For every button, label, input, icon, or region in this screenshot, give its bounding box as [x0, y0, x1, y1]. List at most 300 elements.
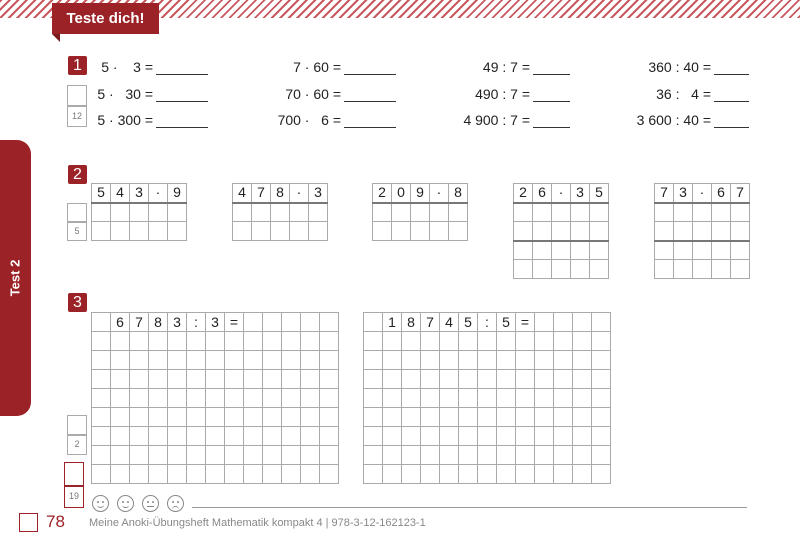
- grid-cell[interactable]: [206, 351, 225, 370]
- grid-cell[interactable]: [282, 465, 301, 484]
- grid-cell[interactable]: [320, 351, 339, 370]
- grid-cell[interactable]: [731, 241, 750, 260]
- task1-answer-blank[interactable]: [714, 127, 749, 128]
- grid-cell[interactable]: [149, 332, 168, 351]
- grid-cell[interactable]: [364, 389, 383, 408]
- task2-score-box[interactable]: [67, 203, 87, 222]
- grid-cell[interactable]: [92, 370, 111, 389]
- grid-cell[interactable]: [411, 203, 430, 222]
- grid-cell[interactable]: [187, 446, 206, 465]
- grid-cell[interactable]: [440, 427, 459, 446]
- grid-cell[interactable]: [149, 446, 168, 465]
- grid-cell[interactable]: [552, 241, 571, 260]
- grid-cell[interactable]: [383, 408, 402, 427]
- grid-cell[interactable]: [573, 370, 592, 389]
- grid-cell[interactable]: [225, 465, 244, 484]
- grid-cell[interactable]: [514, 241, 533, 260]
- grid-cell[interactable]: [206, 408, 225, 427]
- grid-cell[interactable]: [440, 351, 459, 370]
- task3-digit[interactable]: [554, 313, 573, 332]
- task3-digit[interactable]: [282, 313, 301, 332]
- grid-cell[interactable]: [421, 465, 440, 484]
- grid-cell[interactable]: [516, 427, 535, 446]
- grid-cell[interactable]: [421, 408, 440, 427]
- grid-cell[interactable]: [364, 351, 383, 370]
- grid-cell[interactable]: [655, 260, 674, 279]
- grid-cell[interactable]: [149, 222, 168, 241]
- grid-cell[interactable]: [411, 222, 430, 241]
- grid-cell[interactable]: [497, 427, 516, 446]
- grid-cell[interactable]: [402, 332, 421, 351]
- grid-cell[interactable]: [440, 465, 459, 484]
- grid-cell[interactable]: [497, 389, 516, 408]
- grid-cell[interactable]: [478, 389, 497, 408]
- grid-cell[interactable]: [111, 465, 130, 484]
- grid-cell[interactable]: [320, 408, 339, 427]
- task3-digit[interactable]: [301, 313, 320, 332]
- grid-cell[interactable]: [674, 203, 693, 222]
- grid-cell[interactable]: [421, 427, 440, 446]
- grid-cell[interactable]: [130, 389, 149, 408]
- grid-cell[interactable]: [168, 370, 187, 389]
- grid-cell[interactable]: [149, 203, 168, 222]
- grid-cell[interactable]: [187, 427, 206, 446]
- grid-cell[interactable]: [402, 351, 421, 370]
- grid-cell[interactable]: [130, 408, 149, 427]
- task3-digit[interactable]: [364, 313, 383, 332]
- grid-cell[interactable]: [533, 260, 552, 279]
- grid-cell[interactable]: [244, 408, 263, 427]
- grid-cell[interactable]: [592, 332, 611, 351]
- grid-cell[interactable]: [554, 332, 573, 351]
- grid-cell[interactable]: [554, 427, 573, 446]
- grid-cell[interactable]: [535, 351, 554, 370]
- grid-cell[interactable]: [478, 351, 497, 370]
- grid-cell[interactable]: [383, 332, 402, 351]
- grid-cell[interactable]: [373, 222, 392, 241]
- grid-cell[interactable]: [320, 427, 339, 446]
- grid-cell[interactable]: [516, 446, 535, 465]
- grid-cell[interactable]: [571, 241, 590, 260]
- grid-cell[interactable]: [92, 446, 111, 465]
- grid-cell[interactable]: [282, 446, 301, 465]
- grid-cell[interactable]: [535, 465, 554, 484]
- grid-cell[interactable]: [573, 446, 592, 465]
- smiley-very-happy-icon[interactable]: [92, 495, 109, 512]
- grid-cell[interactable]: [168, 332, 187, 351]
- grid-cell[interactable]: [731, 203, 750, 222]
- task3-digit[interactable]: [592, 313, 611, 332]
- grid-cell[interactable]: [130, 222, 149, 241]
- grid-cell[interactable]: [655, 241, 674, 260]
- grid-cell[interactable]: [459, 427, 478, 446]
- grid-cell[interactable]: [149, 351, 168, 370]
- grid-cell[interactable]: [233, 222, 252, 241]
- grid-cell[interactable]: [535, 446, 554, 465]
- grid-cell[interactable]: [309, 222, 328, 241]
- grid-cell[interactable]: [552, 222, 571, 241]
- grid-cell[interactable]: [421, 446, 440, 465]
- grid-cell[interactable]: [383, 446, 402, 465]
- grid-cell[interactable]: [497, 446, 516, 465]
- grid-cell[interactable]: [516, 465, 535, 484]
- task1-answer-blank[interactable]: [344, 127, 396, 128]
- grid-cell[interactable]: [459, 351, 478, 370]
- total-score-box[interactable]: [64, 462, 84, 486]
- grid-cell[interactable]: [282, 370, 301, 389]
- task1-answer-blank[interactable]: [714, 74, 749, 75]
- grid-cell[interactable]: [402, 427, 421, 446]
- grid-cell[interactable]: [301, 446, 320, 465]
- grid-cell[interactable]: [590, 203, 609, 222]
- grid-cell[interactable]: [130, 370, 149, 389]
- grid-cell[interactable]: [402, 370, 421, 389]
- grid-cell[interactable]: [301, 427, 320, 446]
- grid-cell[interactable]: [282, 408, 301, 427]
- grid-cell[interactable]: [92, 351, 111, 370]
- grid-cell[interactable]: [187, 332, 206, 351]
- grid-cell[interactable]: [440, 446, 459, 465]
- grid-cell[interactable]: [497, 408, 516, 427]
- grid-cell[interactable]: [592, 427, 611, 446]
- grid-cell[interactable]: [554, 389, 573, 408]
- grid-cell[interactable]: [590, 241, 609, 260]
- grid-cell[interactable]: [440, 389, 459, 408]
- grid-cell[interactable]: [552, 203, 571, 222]
- grid-cell[interactable]: [535, 332, 554, 351]
- grid-cell[interactable]: [290, 222, 309, 241]
- grid-cell[interactable]: [535, 389, 554, 408]
- grid-cell[interactable]: [301, 332, 320, 351]
- grid-cell[interactable]: [459, 370, 478, 389]
- task1-answer-blank[interactable]: [156, 101, 208, 102]
- grid-cell[interactable]: [421, 370, 440, 389]
- grid-cell[interactable]: [459, 446, 478, 465]
- grid-cell[interactable]: [168, 351, 187, 370]
- grid-cell[interactable]: [590, 222, 609, 241]
- grid-cell[interactable]: [282, 351, 301, 370]
- task1-answer-blank[interactable]: [344, 74, 396, 75]
- grid-cell[interactable]: [282, 389, 301, 408]
- grid-cell[interactable]: [320, 389, 339, 408]
- grid-cell[interactable]: [364, 408, 383, 427]
- grid-cell[interactable]: [111, 408, 130, 427]
- grid-cell[interactable]: [571, 222, 590, 241]
- grid-cell[interactable]: [554, 370, 573, 389]
- grid-cell[interactable]: [533, 222, 552, 241]
- grid-cell[interactable]: [497, 465, 516, 484]
- grid-cell[interactable]: [364, 465, 383, 484]
- grid-cell[interactable]: [111, 351, 130, 370]
- grid-cell[interactable]: [535, 370, 554, 389]
- grid-cell[interactable]: [674, 241, 693, 260]
- task3-digit[interactable]: [320, 313, 339, 332]
- grid-cell[interactable]: [674, 222, 693, 241]
- grid-cell[interactable]: [693, 222, 712, 241]
- grid-cell[interactable]: [301, 408, 320, 427]
- grid-cell[interactable]: [149, 408, 168, 427]
- grid-cell[interactable]: [514, 203, 533, 222]
- grid-cell[interactable]: [206, 332, 225, 351]
- grid-cell[interactable]: [402, 389, 421, 408]
- grid-cell[interactable]: [478, 465, 497, 484]
- grid-cell[interactable]: [263, 465, 282, 484]
- grid-cell[interactable]: [320, 465, 339, 484]
- grid-cell[interactable]: [206, 389, 225, 408]
- grid-cell[interactable]: [225, 389, 244, 408]
- grid-cell[interactable]: [168, 427, 187, 446]
- grid-cell[interactable]: [712, 260, 731, 279]
- grid-cell[interactable]: [573, 408, 592, 427]
- grid-cell[interactable]: [383, 351, 402, 370]
- grid-cell[interactable]: [168, 465, 187, 484]
- task1-answer-blank[interactable]: [344, 101, 396, 102]
- grid-cell[interactable]: [130, 351, 149, 370]
- grid-cell[interactable]: [497, 332, 516, 351]
- grid-cell[interactable]: [392, 203, 411, 222]
- task1-score-box[interactable]: [67, 85, 87, 106]
- grid-cell[interactable]: [168, 389, 187, 408]
- grid-cell[interactable]: [301, 465, 320, 484]
- grid-cell[interactable]: [402, 465, 421, 484]
- grid-cell[interactable]: [533, 203, 552, 222]
- grid-cell[interactable]: [478, 408, 497, 427]
- grid-cell[interactable]: [571, 203, 590, 222]
- grid-cell[interactable]: [263, 446, 282, 465]
- grid-cell[interactable]: [252, 222, 271, 241]
- grid-cell[interactable]: [573, 351, 592, 370]
- grid-cell[interactable]: [592, 465, 611, 484]
- grid-cell[interactable]: [225, 427, 244, 446]
- grid-cell[interactable]: [712, 203, 731, 222]
- grid-cell[interactable]: [712, 222, 731, 241]
- grid-cell[interactable]: [655, 203, 674, 222]
- grid-cell[interactable]: [111, 370, 130, 389]
- grid-cell[interactable]: [320, 446, 339, 465]
- grid-cell[interactable]: [301, 389, 320, 408]
- grid-cell[interactable]: [309, 203, 328, 222]
- task1-answer-blank[interactable]: [533, 101, 570, 102]
- grid-cell[interactable]: [373, 203, 392, 222]
- grid-cell[interactable]: [514, 222, 533, 241]
- grid-cell[interactable]: [516, 389, 535, 408]
- grid-cell[interactable]: [430, 203, 449, 222]
- grid-cell[interactable]: [478, 427, 497, 446]
- grid-cell[interactable]: [168, 222, 187, 241]
- grid-cell[interactable]: [301, 370, 320, 389]
- grid-cell[interactable]: [111, 203, 130, 222]
- task3-score-box[interactable]: [67, 415, 87, 435]
- task3-digit[interactable]: [535, 313, 554, 332]
- grid-cell[interactable]: [674, 260, 693, 279]
- grid-cell[interactable]: [421, 332, 440, 351]
- grid-cell[interactable]: [731, 222, 750, 241]
- grid-cell[interactable]: [364, 332, 383, 351]
- grid-cell[interactable]: [514, 260, 533, 279]
- grid-cell[interactable]: [592, 408, 611, 427]
- grid-cell[interactable]: [554, 351, 573, 370]
- grid-cell[interactable]: [187, 465, 206, 484]
- grid-cell[interactable]: [592, 389, 611, 408]
- grid-cell[interactable]: [301, 351, 320, 370]
- grid-cell[interactable]: [92, 203, 111, 222]
- grid-cell[interactable]: [244, 446, 263, 465]
- grid-cell[interactable]: [535, 427, 554, 446]
- grid-cell[interactable]: [731, 260, 750, 279]
- grid-cell[interactable]: [478, 446, 497, 465]
- grid-cell[interactable]: [233, 203, 252, 222]
- grid-cell[interactable]: [693, 241, 712, 260]
- grid-cell[interactable]: [421, 351, 440, 370]
- grid-cell[interactable]: [92, 465, 111, 484]
- grid-cell[interactable]: [168, 408, 187, 427]
- grid-cell[interactable]: [92, 427, 111, 446]
- grid-cell[interactable]: [430, 222, 449, 241]
- grid-cell[interactable]: [497, 351, 516, 370]
- grid-cell[interactable]: [383, 465, 402, 484]
- grid-cell[interactable]: [206, 427, 225, 446]
- grid-cell[interactable]: [459, 389, 478, 408]
- grid-cell[interactable]: [478, 332, 497, 351]
- grid-cell[interactable]: [364, 370, 383, 389]
- grid-cell[interactable]: [364, 427, 383, 446]
- grid-cell[interactable]: [478, 370, 497, 389]
- grid-cell[interactable]: [402, 446, 421, 465]
- grid-cell[interactable]: [130, 332, 149, 351]
- grid-cell[interactable]: [187, 370, 206, 389]
- grid-cell[interactable]: [187, 408, 206, 427]
- grid-cell[interactable]: [225, 370, 244, 389]
- grid-cell[interactable]: [92, 222, 111, 241]
- grid-cell[interactable]: [693, 260, 712, 279]
- grid-cell[interactable]: [271, 203, 290, 222]
- grid-cell[interactable]: [573, 465, 592, 484]
- grid-cell[interactable]: [187, 351, 206, 370]
- grid-cell[interactable]: [516, 351, 535, 370]
- grid-cell[interactable]: [282, 427, 301, 446]
- grid-cell[interactable]: [573, 389, 592, 408]
- grid-cell[interactable]: [225, 351, 244, 370]
- grid-cell[interactable]: [590, 260, 609, 279]
- grid-cell[interactable]: [206, 465, 225, 484]
- grid-cell[interactable]: [111, 222, 130, 241]
- grid-cell[interactable]: [402, 408, 421, 427]
- grid-cell[interactable]: [252, 203, 271, 222]
- grid-cell[interactable]: [263, 351, 282, 370]
- grid-cell[interactable]: [449, 222, 468, 241]
- grid-cell[interactable]: [290, 203, 309, 222]
- task3-digit[interactable]: [244, 313, 263, 332]
- grid-cell[interactable]: [130, 446, 149, 465]
- grid-cell[interactable]: [573, 332, 592, 351]
- grid-cell[interactable]: [149, 465, 168, 484]
- grid-cell[interactable]: [573, 427, 592, 446]
- grid-cell[interactable]: [263, 427, 282, 446]
- grid-cell[interactable]: [271, 222, 290, 241]
- task1-answer-blank[interactable]: [156, 127, 208, 128]
- grid-cell[interactable]: [263, 389, 282, 408]
- grid-cell[interactable]: [225, 446, 244, 465]
- smiley-neutral-icon[interactable]: [142, 495, 159, 512]
- grid-cell[interactable]: [244, 351, 263, 370]
- grid-cell[interactable]: [440, 332, 459, 351]
- grid-cell[interactable]: [149, 389, 168, 408]
- grid-cell[interactable]: [459, 408, 478, 427]
- grid-cell[interactable]: [244, 370, 263, 389]
- grid-cell[interactable]: [111, 332, 130, 351]
- grid-cell[interactable]: [149, 370, 168, 389]
- grid-cell[interactable]: [554, 465, 573, 484]
- grid-cell[interactable]: [655, 222, 674, 241]
- grid-cell[interactable]: [263, 408, 282, 427]
- grid-cell[interactable]: [554, 408, 573, 427]
- grid-cell[interactable]: [206, 446, 225, 465]
- task3-digit[interactable]: [92, 313, 111, 332]
- grid-cell[interactable]: [149, 427, 168, 446]
- grid-cell[interactable]: [449, 203, 468, 222]
- task1-answer-blank[interactable]: [533, 127, 570, 128]
- grid-cell[interactable]: [712, 241, 731, 260]
- grid-cell[interactable]: [421, 389, 440, 408]
- grid-cell[interactable]: [263, 332, 282, 351]
- smiley-sad-icon[interactable]: [167, 495, 184, 512]
- grid-cell[interactable]: [440, 408, 459, 427]
- grid-cell[interactable]: [111, 446, 130, 465]
- grid-cell[interactable]: [244, 332, 263, 351]
- grid-cell[interactable]: [383, 427, 402, 446]
- task1-answer-blank[interactable]: [156, 74, 208, 75]
- grid-cell[interactable]: [592, 446, 611, 465]
- grid-cell[interactable]: [111, 389, 130, 408]
- grid-cell[interactable]: [130, 465, 149, 484]
- grid-cell[interactable]: [168, 446, 187, 465]
- grid-cell[interactable]: [282, 332, 301, 351]
- grid-cell[interactable]: [516, 370, 535, 389]
- grid-cell[interactable]: [364, 446, 383, 465]
- grid-cell[interactable]: [244, 465, 263, 484]
- grid-cell[interactable]: [459, 332, 478, 351]
- grid-cell[interactable]: [533, 241, 552, 260]
- grid-cell[interactable]: [244, 427, 263, 446]
- grid-cell[interactable]: [168, 203, 187, 222]
- grid-cell[interactable]: [92, 332, 111, 351]
- grid-cell[interactable]: [497, 370, 516, 389]
- grid-cell[interactable]: [516, 332, 535, 351]
- grid-cell[interactable]: [383, 370, 402, 389]
- grid-cell[interactable]: [225, 332, 244, 351]
- grid-cell[interactable]: [554, 446, 573, 465]
- grid-cell[interactable]: [552, 260, 571, 279]
- grid-cell[interactable]: [459, 465, 478, 484]
- grid-cell[interactable]: [320, 370, 339, 389]
- grid-cell[interactable]: [130, 203, 149, 222]
- grid-cell[interactable]: [516, 408, 535, 427]
- grid-cell[interactable]: [535, 408, 554, 427]
- grid-cell[interactable]: [111, 427, 130, 446]
- task3-digit[interactable]: [263, 313, 282, 332]
- grid-cell[interactable]: [187, 389, 206, 408]
- grid-cell[interactable]: [92, 408, 111, 427]
- grid-cell[interactable]: [244, 389, 263, 408]
- grid-cell[interactable]: [206, 370, 225, 389]
- smiley-happy-icon[interactable]: [117, 495, 134, 512]
- grid-cell[interactable]: [225, 408, 244, 427]
- grid-cell[interactable]: [440, 370, 459, 389]
- task3-digit[interactable]: [573, 313, 592, 332]
- grid-cell[interactable]: [392, 222, 411, 241]
- grid-cell[interactable]: [92, 389, 111, 408]
- grid-cell[interactable]: [130, 427, 149, 446]
